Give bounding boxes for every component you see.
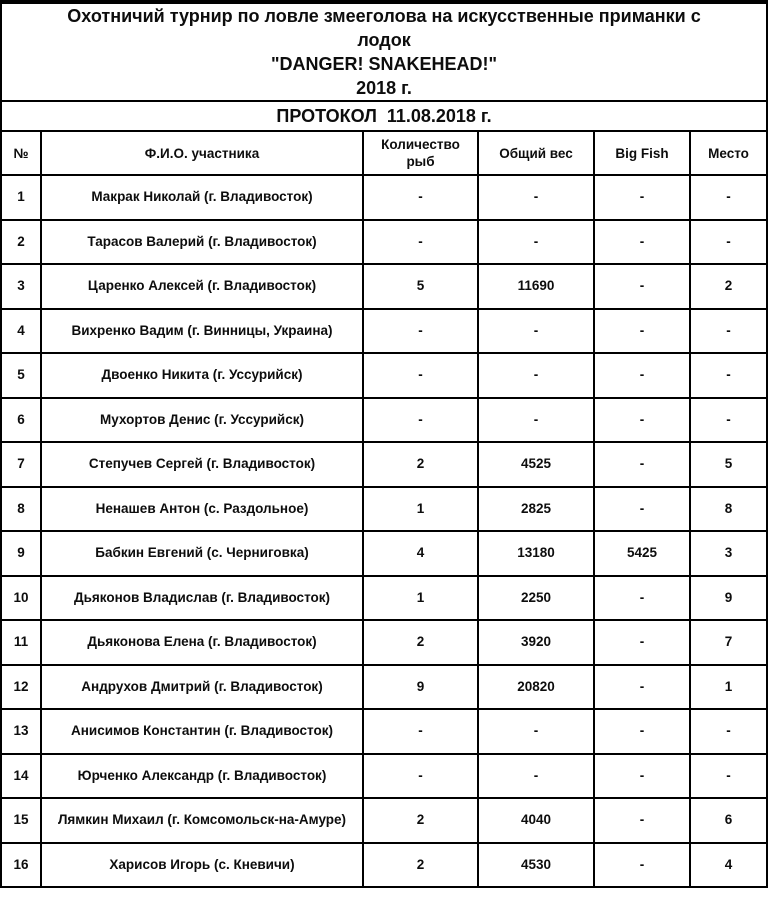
table-row [1,398,767,443]
total-weight: 2825 [478,487,594,532]
big-fish: - [594,264,690,309]
participant-name: Тарасов Валерий (г. Владивосток) [41,220,363,265]
total-weight: 4040 [478,798,594,843]
big-fish: - [594,487,690,532]
place: 3 [690,531,767,576]
total-weight: - [478,353,594,398]
total-weight: 3920 [478,620,594,665]
participant-name: Лямкин Михаил (г. Комсомольск-на-Амуре) [41,798,363,843]
fish-count: 2 [363,798,478,843]
column-header-col-number: № [1,131,41,175]
participant-name: Дьяконова Елена (г. Владивосток) [41,620,363,665]
place: - [690,709,767,754]
row-number: 10 [1,576,41,621]
big-fish: - [594,754,690,799]
participant-name: Двоенко Никита (г. Уссурийск) [41,353,363,398]
fish-count: 9 [363,665,478,710]
fish-count: - [363,220,478,265]
place: - [690,353,767,398]
place: 2 [690,264,767,309]
protocol-heading: ПРОТОКОЛ 11.08.2018 г. [1,101,767,131]
fish-count: - [363,398,478,443]
big-fish: - [594,843,690,888]
place: 6 [690,798,767,843]
place: - [690,309,767,354]
row-number: 16 [1,843,41,888]
column-header-col-total-weight: Общий вес [478,131,594,175]
big-fish: - [594,175,690,220]
place: 1 [690,665,767,710]
big-fish: - [594,709,690,754]
participant-name: Анисимов Константин (г. Владивосток) [41,709,363,754]
row-number: 4 [1,309,41,354]
big-fish: - [594,398,690,443]
total-weight: 11690 [478,264,594,309]
place: 4 [690,843,767,888]
place: 7 [690,620,767,665]
total-weight: 13180 [478,531,594,576]
table-row [1,620,767,665]
table-row [1,220,767,265]
total-weight: - [478,309,594,354]
total-weight: - [478,175,594,220]
big-fish: - [594,665,690,710]
title-block [1,2,767,101]
participant-name: Вихренко Вадим (г. Винницы, Украина) [41,309,363,354]
table-row [1,264,767,309]
fish-count: - [363,754,478,799]
table-row [1,442,767,487]
fish-count: - [363,709,478,754]
participant-name: Дьяконов Владислав (г. Владивосток) [41,576,363,621]
title-row [1,2,767,101]
tournament-title-line2: лодок [357,30,411,50]
table-row [1,843,767,888]
total-weight: 4525 [478,442,594,487]
table-row [1,709,767,754]
tournament-year: 2018 г. [356,78,412,98]
fish-count: 2 [363,442,478,487]
fish-count: 1 [363,576,478,621]
total-weight: - [478,754,594,799]
big-fish: 5425 [594,531,690,576]
fish-count: 2 [363,843,478,888]
total-weight: - [478,398,594,443]
participant-name: Степучев Сергей (г. Владивосток) [41,442,363,487]
row-number: 6 [1,398,41,443]
big-fish: - [594,309,690,354]
participant-name: Бабкин Евгений (с. Черниговка) [41,531,363,576]
total-weight: 2250 [478,576,594,621]
participant-name: Ненашев Антон (с. Раздольное) [41,487,363,532]
tournament-title-line1: Охотничий турнир по ловле змееголова на искусственные приманки с [67,6,701,26]
big-fish: - [594,442,690,487]
column-header-col-participant-name: Ф.И.О. участника [41,131,363,175]
row-number: 3 [1,264,41,309]
row-number: 15 [1,798,41,843]
fish-count: 2 [363,620,478,665]
fish-count: - [363,353,478,398]
row-number: 5 [1,353,41,398]
place: - [690,175,767,220]
fish-count: 5 [363,264,478,309]
big-fish: - [594,576,690,621]
place: - [690,220,767,265]
table-row [1,754,767,799]
big-fish: - [594,220,690,265]
fish-count: 1 [363,487,478,532]
column-header-col-big-fish: Big Fish [594,131,690,175]
row-number: 8 [1,487,41,532]
table-row [1,798,767,843]
row-number: 12 [1,665,41,710]
total-weight: - [478,220,594,265]
participant-name: Царенко Алексей (г. Владивосток) [41,264,363,309]
fish-count: 4 [363,531,478,576]
table-row [1,487,767,532]
row-number: 13 [1,709,41,754]
row-number: 7 [1,442,41,487]
row-number: 14 [1,754,41,799]
row-number: 2 [1,220,41,265]
table-row [1,309,767,354]
table-row [1,576,767,621]
participant-name: Мухортов Денис (г. Уссурийск) [41,398,363,443]
big-fish: - [594,798,690,843]
fish-count: - [363,175,478,220]
total-weight: 20820 [478,665,594,710]
column-header-col-place: Место [690,131,767,175]
fish-count: - [363,309,478,354]
table-row [1,353,767,398]
big-fish: - [594,353,690,398]
participant-name: Харисов Игорь (с. Кневичи) [41,843,363,888]
participant-name: Макрак Николай (г. Владивосток) [41,175,363,220]
row-number: 1 [1,175,41,220]
row-number: 11 [1,620,41,665]
place: - [690,398,767,443]
big-fish: - [594,620,690,665]
total-weight: - [478,709,594,754]
table-row [1,175,767,220]
place: - [690,754,767,799]
column-header-col-fish-count: Количество рыб [363,131,478,175]
place: 5 [690,442,767,487]
table-row [1,665,767,710]
table-row [1,531,767,576]
participant-name: Юрченко Александр (г. Владивосток) [41,754,363,799]
place: 9 [690,576,767,621]
place: 8 [690,487,767,532]
participant-name: Андрухов Дмитрий (г. Владивосток) [41,665,363,710]
column-header-row [1,131,767,175]
total-weight: 4530 [478,843,594,888]
tournament-subtitle: "DANGER! SNAKEHEAD!" [270,54,498,74]
protocol-heading-row [1,101,767,131]
row-number: 9 [1,531,41,576]
